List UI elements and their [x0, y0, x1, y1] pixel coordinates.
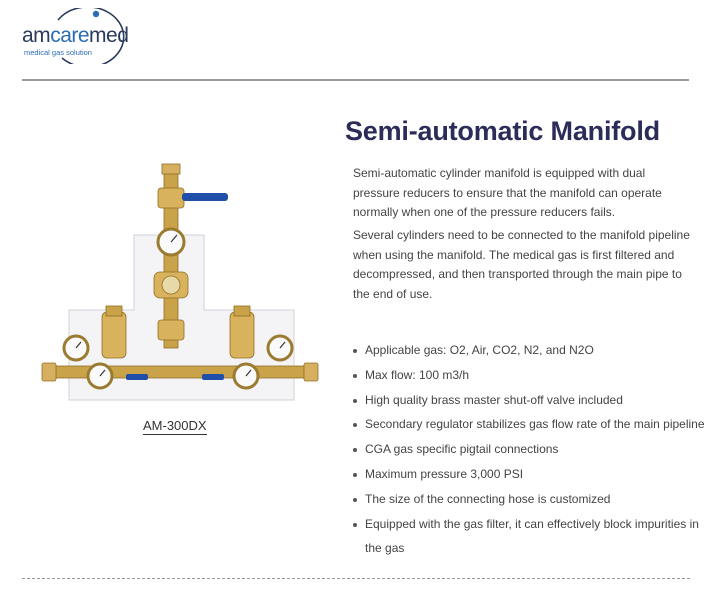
feature-item [353, 487, 708, 512]
bullet-icon [353, 473, 357, 477]
feature-item [353, 412, 708, 437]
feature-item [353, 512, 708, 562]
feature-item [353, 338, 708, 363]
bullet-icon [353, 399, 357, 403]
logo-care: care [50, 24, 90, 47]
description-paragraph-2: Several cylinders need to be connected to the manifold pipeline when using the manifold. The medical gas is first filtered and decompressed, and then transported through the main pipe to the end of use. [353, 228, 690, 301]
page-title: Semi-automatic Manifold [345, 116, 660, 146]
logo-med: med [89, 24, 129, 47]
feature-text: CGA gas specific pigtail connections [365, 442, 559, 457]
feature-text: Applicable gas: O2, Air, CO2, N2, and N2O [365, 343, 594, 357]
bullet-icon [353, 448, 357, 452]
feature-item [353, 462, 708, 487]
feature-item [353, 437, 708, 462]
feature-item [353, 388, 708, 413]
bullet-icon [353, 374, 357, 378]
description-paragraph-1: Semi-automatic cylinder manifold is equipped with dual pressure reducers to ensure that the manifold can operate normally when one of the pressure reducers fails. [353, 166, 662, 219]
feature-text: High quality brass master shut-off valve included [365, 392, 623, 407]
company-logo[interactable] [20, 8, 150, 64]
bullet-icon [353, 349, 357, 353]
logo-am: am [22, 24, 51, 47]
footer-divider [22, 578, 690, 579]
feature-item [353, 363, 708, 388]
feature-text: The size of the connecting hose is customized [365, 491, 611, 506]
header-divider [22, 79, 689, 81]
feature-text: Secondary regulator stabilizes gas flow rate of the main pipeline [365, 417, 705, 432]
feature-text: Max flow: 100 m3/h [365, 367, 470, 382]
logo-tagline: medical gas solution [24, 48, 92, 57]
bullet-icon [353, 498, 357, 502]
product-model-label: AM-300DX [143, 418, 207, 433]
manifold-photo [34, 160, 324, 408]
bullet-icon [353, 423, 357, 427]
feature-list [353, 338, 708, 561]
logo-wordmark [22, 24, 128, 48]
bullet-icon [353, 523, 357, 527]
feature-text: Equipped with the gas filter, it can effectively block impurities in the gas [365, 516, 699, 556]
feature-text: Maximum pressure 3,000 PSI [365, 466, 524, 481]
